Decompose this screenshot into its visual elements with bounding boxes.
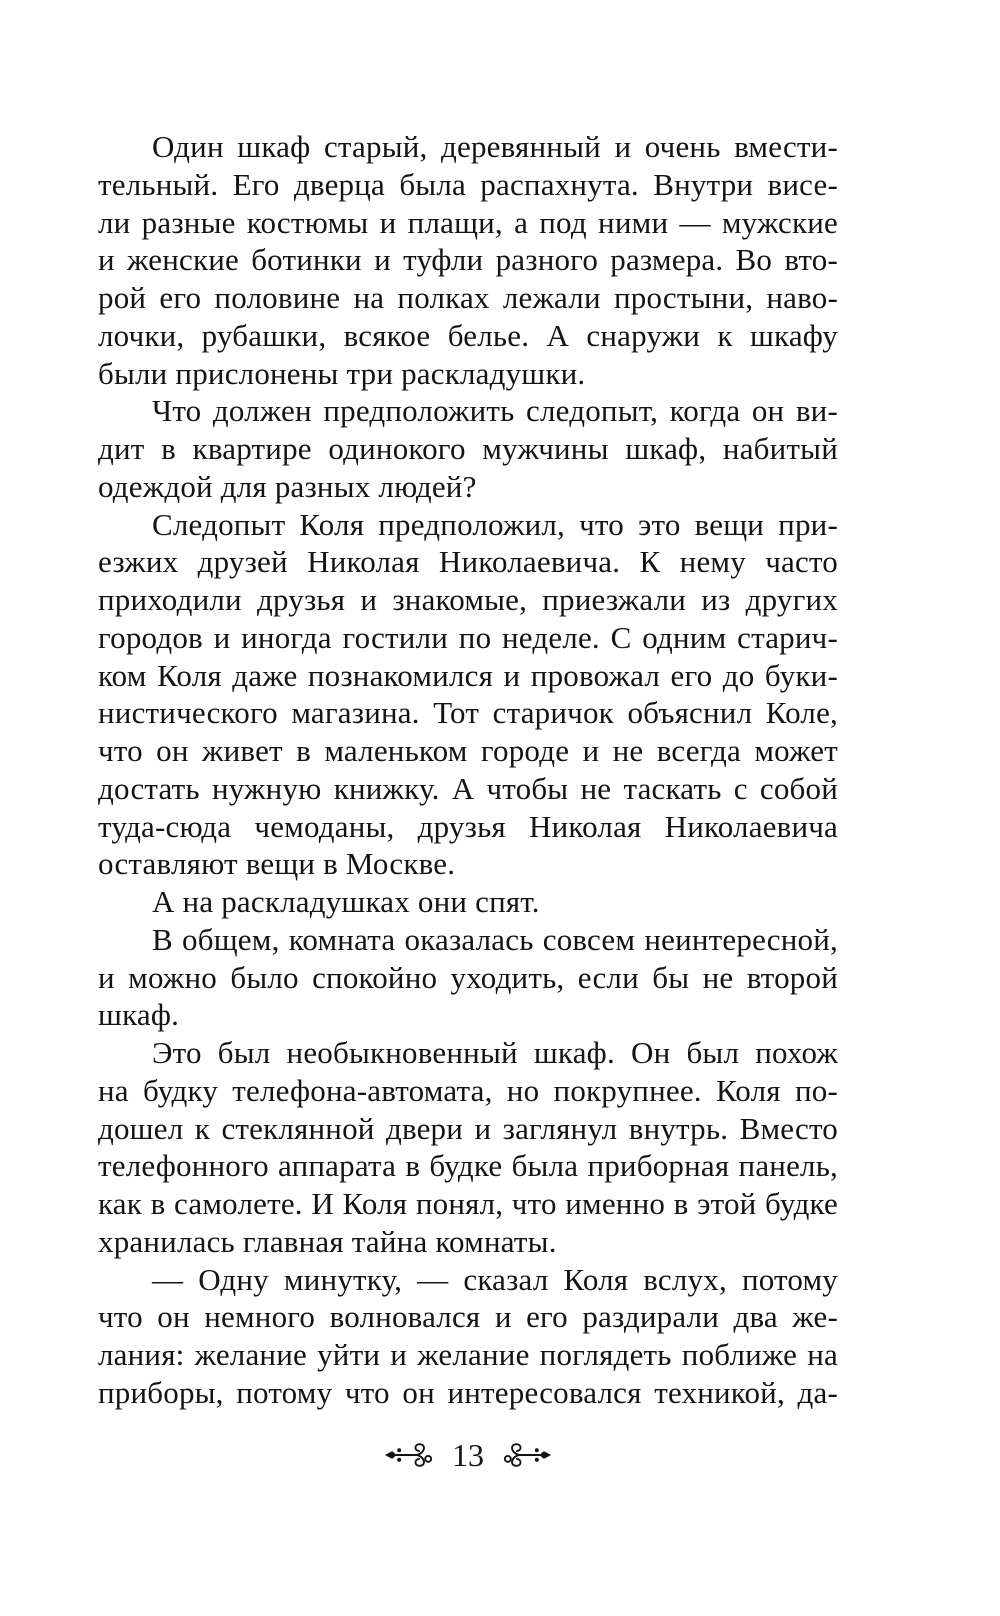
text-line: Один шкаф старый, деревянный и очень вмести-: [152, 129, 838, 164]
text-line: ком Коля даже познакомился и провожал его до буки-: [98, 657, 838, 693]
paragraph: [98, 1261, 838, 1412]
text-line: тельный. Его дверца была распахнута. Внутри висе-: [98, 166, 838, 202]
text-line: — Одну минутку, — сказал Коля вслух, потому: [152, 1261, 838, 1297]
page-text: [98, 128, 838, 1412]
fleuron-right-icon: [500, 1439, 552, 1471]
text-line: туда-сюда чемоданы, друзья Николая Николаевича: [98, 808, 838, 844]
page-number: 13: [452, 1437, 484, 1473]
text-line: приходили друзья и знакомые, приезжали из других: [98, 582, 838, 617]
text-line: одеждой для разных людей?: [98, 468, 477, 504]
text-line: оставляют вещи в Москве.: [98, 846, 456, 882]
text-line: были прислонены три раскладушки.: [98, 355, 586, 391]
text-line: шкаф.: [98, 997, 180, 1033]
text-line: Это был необыкновенный шкаф. Он был похож: [152, 1035, 838, 1070]
paragraph: [98, 392, 838, 505]
paragraph: [98, 921, 838, 1034]
text-line: ли разные костюмы и плащи, а под ними — мужские: [98, 204, 838, 240]
text-line: езжих друзей Николая Николаевича. К нему часто: [98, 544, 838, 580]
paragraph: [98, 1034, 838, 1261]
text-line: и женские ботинки и туфли разного размера. Во вто-: [98, 242, 838, 278]
text-line: что он немного волновался и его раздирали два же-: [98, 1299, 838, 1335]
text-line: дошел к стеклянной двери и заглянул внутрь. Вместо: [98, 1110, 838, 1146]
text-line: хранилась главная тайна комнаты.: [98, 1223, 557, 1259]
paragraph: [98, 506, 838, 884]
text-line: лочки, рубашки, всякое белье. А снаружи к шкафу: [98, 317, 838, 353]
text-line: лания: желание уйти и желание поглядеть поближе на: [98, 1337, 838, 1372]
paragraph: [98, 128, 838, 392]
text-line: что он живет в маленьком городе и не всегда может: [98, 733, 838, 768]
page-footer: [98, 1433, 838, 1477]
text-line: В общем, комната оказалась совсем неинтересной,: [152, 921, 838, 957]
text-line: рой его половине на полках лежали простыни, наво-: [98, 280, 838, 315]
text-line: Что должен предположить следопыт, когда он ви-: [152, 393, 838, 429]
paragraph: [98, 883, 838, 921]
text-line: приборы, потому что он интересовался техникой, да-: [98, 1374, 838, 1410]
text-line: дит в квартире одинокого мужчины шкаф, набитый: [98, 431, 838, 466]
text-line: городов и иногда гостили по неделе. С одним старич-: [98, 619, 838, 655]
text-line: Следопыт Коля предположил, что это вещи при-: [152, 506, 838, 542]
text-line: как в самолете. И Коля понял, что именно в этой будке: [98, 1186, 838, 1221]
fleuron-left-icon: [384, 1439, 436, 1471]
text-line: достать нужную книжку. А чтобы не таскать с собой: [98, 770, 838, 806]
text-line: телефонного аппарата в будке была приборная панель,: [98, 1148, 838, 1184]
text-line: А на раскладушках они спят.: [152, 884, 540, 919]
text-line: нистического магазина. Тот старичок объяснил Коле,: [98, 695, 838, 731]
text-line: и можно было спокойно уходить, если бы не второй: [98, 959, 838, 995]
text-line: на будку телефона-автомата, но покрупнее. Коля по-: [98, 1072, 838, 1108]
